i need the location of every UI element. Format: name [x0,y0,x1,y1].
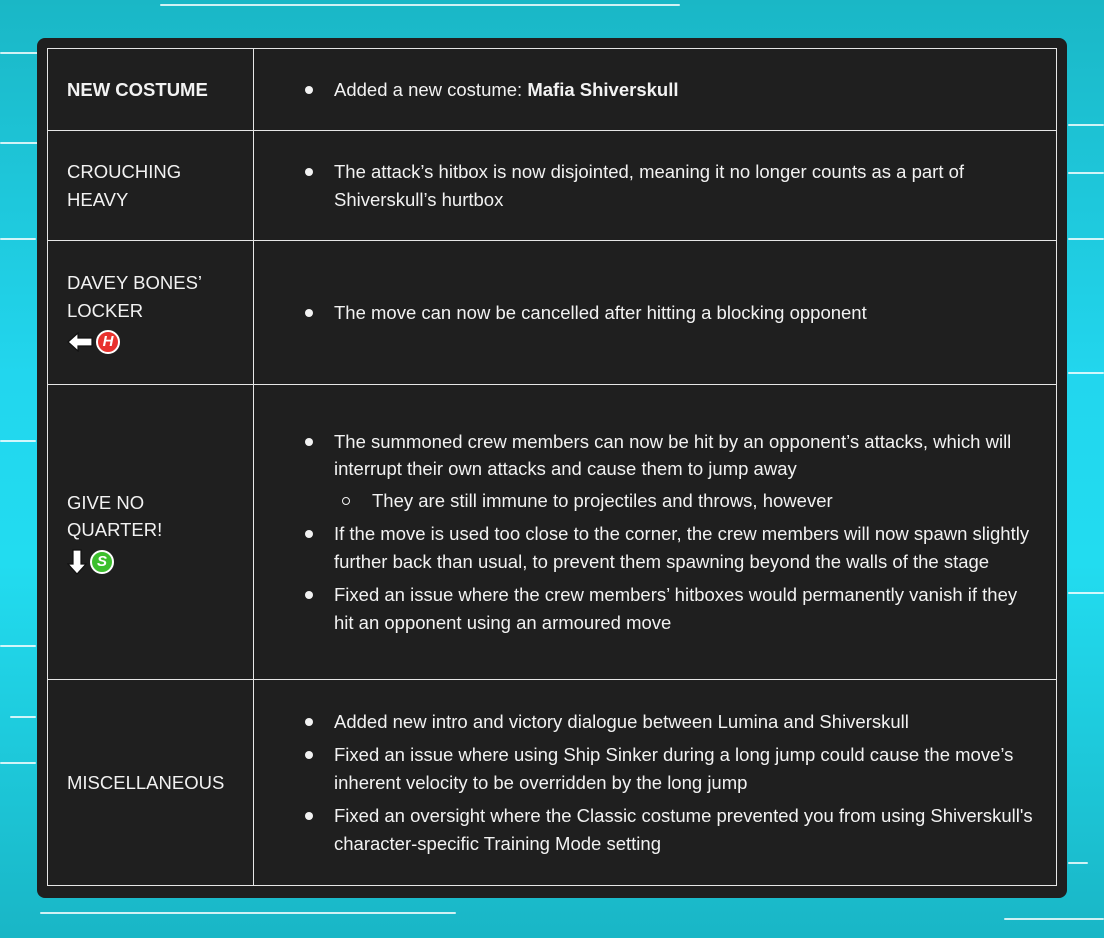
bullet-text: The summoned crew members can now be hit by an opponent’s attacks, which will interrupt their own attacks and cause them to jump away [334,430,1012,480]
bullet-text: Fixed an issue where using Ship Sinker during a long jump could cause the move’s inherent velocity to be overridden by the long jump [334,744,1014,793]
special-button-icon: S [90,550,114,574]
bullet-icon [305,86,313,94]
background-streak [1068,862,1088,864]
bullet-text: Fixed an oversight where the Classic costume prevented you from using Shiverskull's character-specific Training Mode setting [334,805,1033,854]
patch-notes-table [47,48,1057,886]
background-streak [0,440,36,442]
table-row [48,49,1057,131]
table-row [48,385,1057,680]
move-input [67,328,235,356]
bullet-icon [305,751,313,759]
list-item [303,741,1040,796]
row-label-cell [48,131,254,241]
row-notes-cell [254,131,1057,241]
background-streak [40,912,456,914]
row-label-cell [48,49,254,131]
list-item [303,708,1040,736]
bullet-text: Added new intro and victory dialogue between Lumina and Shiverskull [334,710,909,732]
background-streak [0,238,36,240]
row-label-cell [48,241,254,385]
row-label-cell [48,680,254,886]
row-notes-cell [254,49,1057,131]
bullet-icon [305,591,313,599]
row-label: QUARTER! [67,519,163,540]
background-streak [1068,372,1104,374]
list-item [303,802,1040,857]
background-streak [1068,592,1104,594]
list-item [303,428,1040,515]
costume-name: Mafia Shiverskull [527,78,679,100]
row-notes-cell [254,385,1057,680]
bullet-text: Fixed an issue where the crew members’ hitboxes would permanently vanish if they hit an opponent using an armoured move [334,584,1018,633]
heavy-button-icon: H [96,330,120,354]
sub-bullet-icon [342,497,350,505]
list-item [303,581,1040,636]
background-streak [0,762,36,764]
background-streak [160,4,680,6]
background-streak [1068,238,1104,240]
bullet-text: If the move is used too close to the corner, the crew members will now spawn slightly further back than usual, to prevent them spawning beyond the walls of the stage [334,523,1030,572]
bullet-icon [305,530,313,538]
background-streak [0,645,36,647]
row-label: GIVE NO [67,491,145,513]
bullet-text: Added a new costume: [334,78,528,100]
bullet-icon [305,309,313,317]
background-streak [1004,918,1104,920]
list-item [303,76,1040,104]
row-notes-cell [254,241,1057,385]
row-notes-cell [254,680,1057,886]
down-arrow-icon [67,549,87,575]
table-row [48,241,1057,385]
table-row [48,680,1057,886]
table-row [48,131,1057,241]
row-label: CROUCHING [67,161,182,182]
bullet-icon [305,812,313,820]
bullet-icon [305,718,313,726]
move-input [67,548,235,576]
bullet-text: The move can now be cancelled after hitting a blocking opponent [334,301,867,323]
bullet-icon [305,438,313,446]
background-streak [0,142,38,144]
row-label-cell [48,385,254,680]
background-streak [10,716,36,718]
left-arrow-icon [67,332,93,352]
sub-bullet-text: They are still immune to projectiles and throws, however [372,489,833,511]
bullet-icon [305,168,313,176]
list-item [303,520,1040,575]
background-streak [1068,172,1104,174]
row-label: MISCELLANEOUS [67,771,225,793]
row-label: LOCKER [67,299,144,321]
row-label: HEAVY [67,188,129,210]
background-streak [0,52,40,54]
list-item [303,158,1040,213]
sub-list-item [334,487,1040,515]
bullet-text: The attack’s hitbox is now disjointed, meaning it no longer counts as a part of Shiverskull’s hurtbox [334,161,965,210]
background-streak [1068,124,1104,126]
list-item [303,299,1040,327]
row-label: NEW COSTUME [67,78,208,100]
row-label: DAVEY BONES’ [67,272,203,293]
